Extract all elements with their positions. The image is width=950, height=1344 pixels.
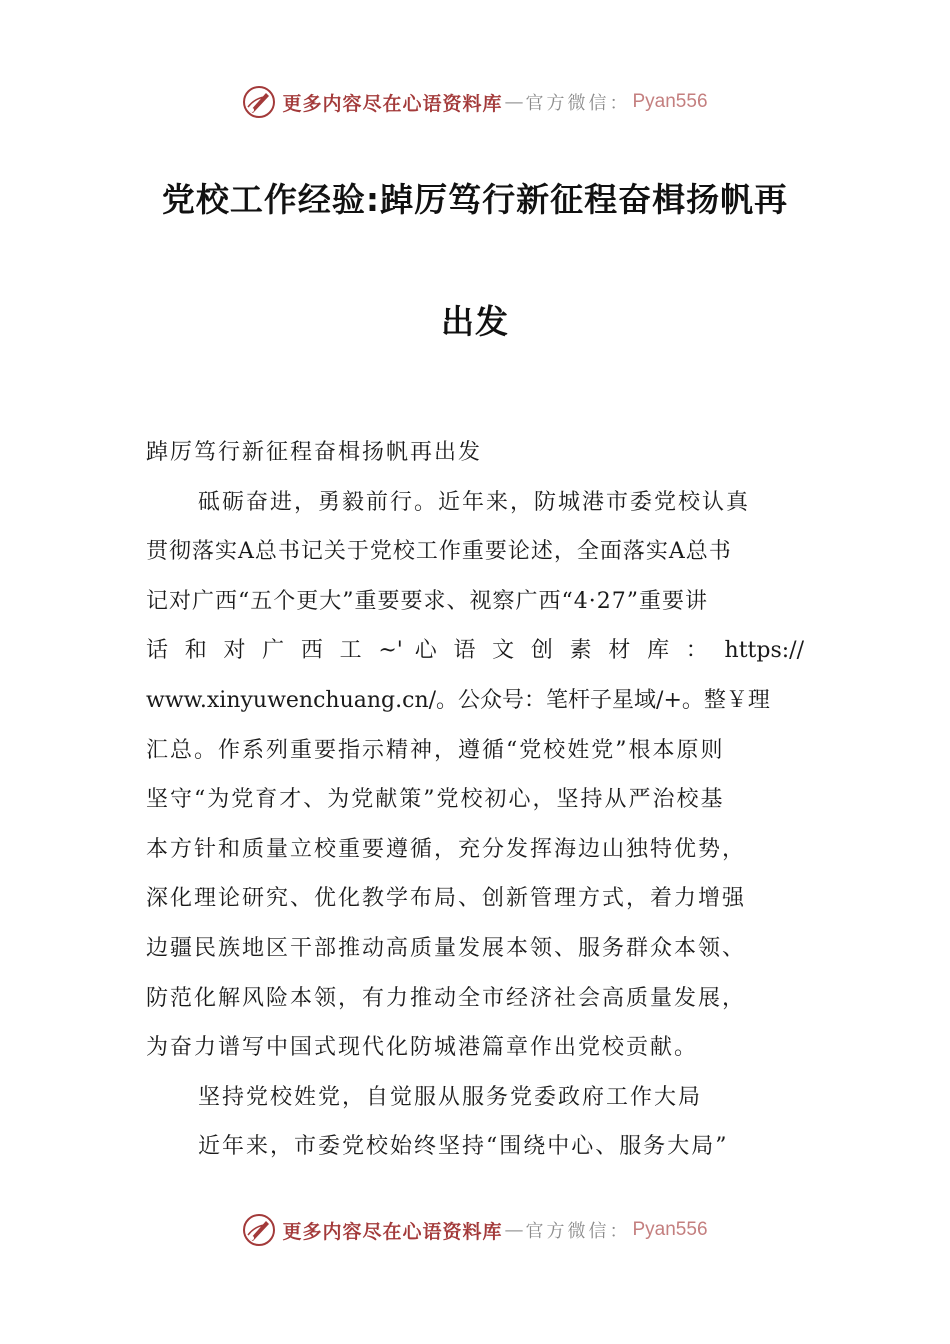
paragraph-line: 汇总。作系列重要指示精神，遵循“党校姓党”根本原则 [146, 737, 725, 763]
watermark-text: 更多内容尽在心语资料库 [282, 92, 503, 115]
paragraph-line: 本方针和质量立校重要遵循，充分发挥海边山独特优势， [146, 836, 747, 862]
paragraph-line: 坚守“为党育才、为党献策”党校初心，坚持从严治校基 [146, 787, 725, 813]
watermark-id: Pyan556 [632, 91, 708, 112]
document-body [146, 428, 804, 1172]
paragraph-line: 深化理论研究、优化教学布局、创新管理方式，着力增强 [146, 886, 747, 912]
paragraph-line: 边疆民族地区干部推动高质量发展本领、服务群众本领、 [146, 935, 747, 961]
watermark-banner-bottom [0, 1208, 950, 1252]
quill-pen-logo-icon [242, 85, 276, 119]
paragraph-line: 近年来，市委党校始终坚持“围绕中心、服务大局” [198, 1134, 729, 1160]
watermark-separator: — [504, 91, 524, 113]
page-title-line-1: 党校工作经验:踔厉笃行新征程奋楫扬帆再 [161, 180, 789, 219]
watermark-label: 官方微信： [525, 93, 631, 114]
paragraph-line: 防范化解风险本领，有力推动全市经济社会高质量发展， [146, 985, 747, 1011]
paragraph-line: 贯彻落实A总书记关于党校工作重要论述，全面落实A总书 [146, 539, 732, 565]
watermark-separator: — [504, 1219, 524, 1241]
document-subtitle: 踔厉笃行新征程奋楫扬帆再出发 [146, 440, 483, 465]
paragraph-line: 记对广西“五个更大”重要要求、视察广西“4·27”重要讲 [146, 588, 708, 614]
quill-pen-logo-icon [242, 1213, 276, 1247]
paragraph-line: 话 和 对 广 西 工 ~' 心 语 文 创 素 材 库 ： https:// [146, 638, 804, 664]
watermark-id: Pyan556 [632, 1219, 708, 1240]
section-heading: 坚持党校姓党，自觉服从服务党委政府工作大局 [198, 1084, 703, 1110]
paragraph-line: 为奋力谱写中国式现代化防城港篇章作出党校贡献。 [146, 1035, 699, 1061]
page-title-line-2: 出发 [441, 302, 509, 341]
watermark-text: 更多内容尽在心语资料库 [282, 1220, 503, 1243]
paragraph-line: 砥砺奋进，勇毅前行。近年来，防城港市委党校认真 [198, 489, 751, 515]
watermark-banner-top [0, 80, 950, 124]
watermark-label: 官方微信： [525, 1221, 631, 1242]
paragraph-line: www.xinyuwenchuang.cn/。公众号：笔杆子星域/+。整￥理 [146, 687, 770, 713]
